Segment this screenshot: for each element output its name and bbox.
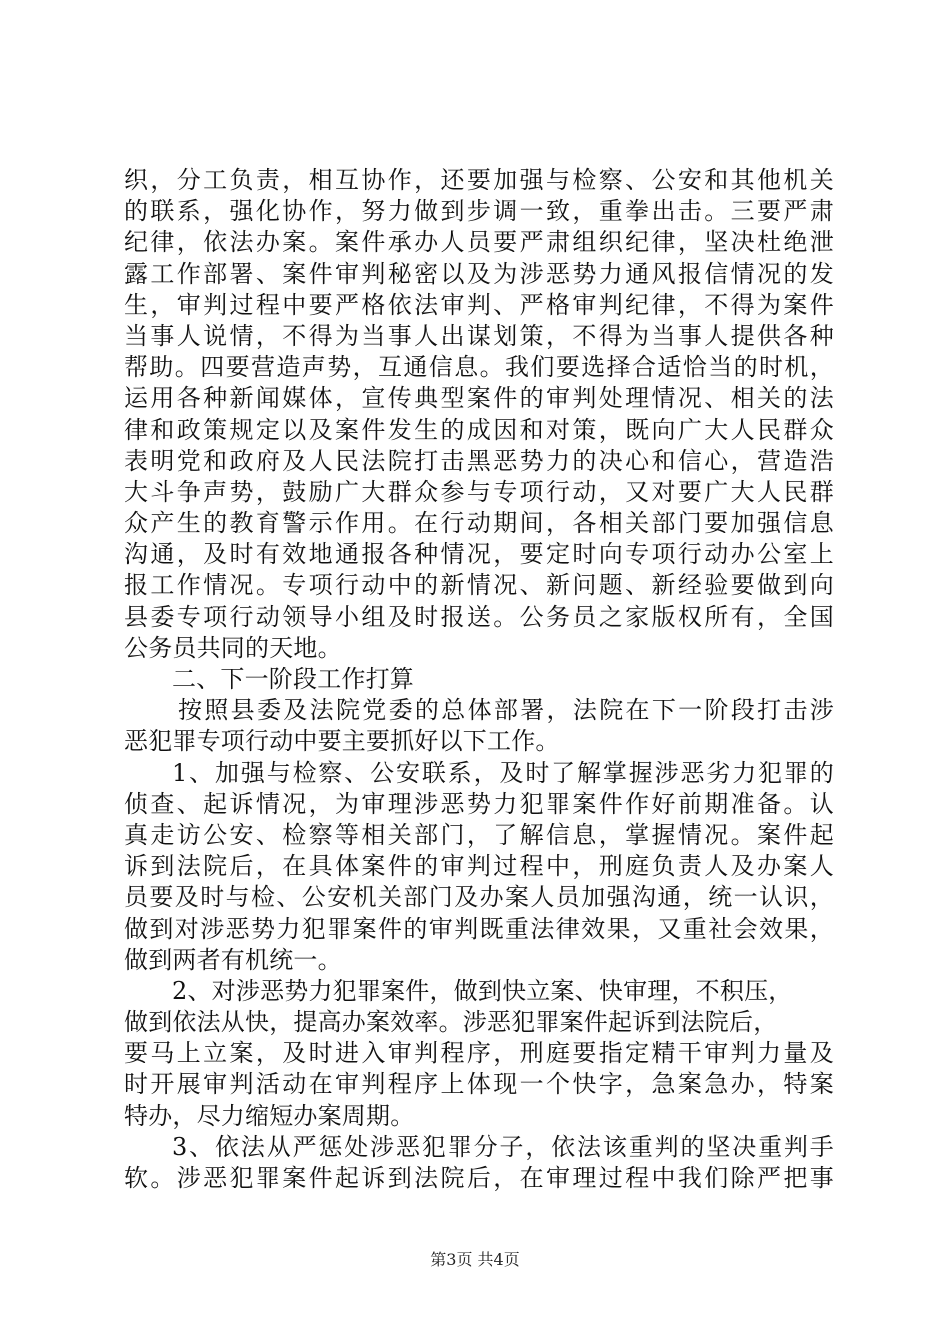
text-line: 帮助。四要营造声势，互通信息。我们要选择合适恰当的时机， xyxy=(124,353,834,382)
text-line: 做到对涉恶势力犯罪案件的审判既重法律效果，又重社会效果， xyxy=(124,914,834,943)
text-line: 恶犯罪专项行动中要主要抓好以下工作。 xyxy=(124,727,560,756)
text-line: 做到两者有机统一。 xyxy=(124,945,342,974)
text-line: 露工作部署、案件审判秘密以及为涉恶势力通风报信情况的发 xyxy=(124,259,834,288)
text-line: 2、对涉恶势力犯罪案件，做到快立案、快审理，不积压， xyxy=(172,976,793,1005)
text-line: 诉到法院后，在具体案件的审判过程中，刑庭负责人及办案人 xyxy=(124,852,834,881)
text-line: 侦查、起诉情况，为审理涉恶势力犯罪案件作好前期准备。认 xyxy=(124,789,834,818)
text-line: 县委专项行动领导小组及时报送。公务员之家版权所有，全国 xyxy=(124,602,834,631)
text-line: 纪律，依法办案。案件承办人员要严肃组织纪律，坚决杜绝泄 xyxy=(124,228,834,257)
text-line: 真走访公安、检察等相关部门，了解信息，掌握情况。案件起 xyxy=(124,820,834,849)
text-line: 律和政策规定以及案件发生的成因和对策，既向广大人民群众 xyxy=(124,415,834,444)
text-line: 的联系，强化协作，努力做到步调一致，重拳出击。三要严肃 xyxy=(124,197,834,226)
text-line: 运用各种新闻媒体，宣传典型案件的审判处理情况、相关的法 xyxy=(124,384,834,413)
text-line: 当事人说情，不得为当事人出谋划策，不得为当事人提供各种 xyxy=(124,321,834,350)
text-line: 要马上立案，及时进入审判程序，刑庭要指定精干审判力量及 xyxy=(124,1039,834,1068)
text-line: 软。涉恶犯罪案件起诉到法院后，在审理过程中我们除严把事 xyxy=(124,1164,834,1192)
text-line: 大斗争声势，鼓励广大群众参与专项行动，又对要广大人民群 xyxy=(124,477,834,506)
text-line: 时开展审判活动在审判程序上体现一个快字，急案急办，特案 xyxy=(124,1070,834,1099)
text-line: 生，审判过程中要严格依法审判、严格审判纪律，不得为案件 xyxy=(124,290,834,319)
text-line: 公务员共同的天地。 xyxy=(124,633,342,662)
text-line: 按照县委及法院党委的总体部署，法院在下一阶段打击涉 xyxy=(178,696,834,725)
page-number-footer: 第3页 共4页 xyxy=(430,1250,520,1269)
text-line: 做到依法从快，提高办案效率。涉恶犯罪案件起诉到法院后， xyxy=(124,1008,778,1037)
text-line: 3、依法从严惩处涉恶犯罪分子，依法该重判的坚决重判手 xyxy=(172,1132,834,1161)
text-line: 员要及时与检、公安机关部门及办案人员加强沟通，统一认识， xyxy=(124,883,834,912)
text-line: 1、加强与检察、公安联系，及时了解掌握涉恶劣力犯罪的 xyxy=(172,758,834,787)
text-line: 报工作情况。专项行动中的新情况、新问题、新经验要做到向 xyxy=(124,571,834,600)
text-line: 众产生的教育警示作用。在行动期间，各相关部门要加强信息 xyxy=(124,509,834,538)
text-line: 织，分工负责，相互协作，还要加强与检察、公安和其他机关 xyxy=(124,166,834,194)
text-line: 二、下一阶段工作打算 xyxy=(172,665,414,693)
text-line: 特办，尽力缩短办案周期。 xyxy=(124,1101,415,1130)
text-line: 表明党和政府及人民法院打击黑恶势力的决心和信心，营造浩 xyxy=(124,446,834,475)
text-line: 沟通，及时有效地通报各种情况，要定时向专项行动办公室上 xyxy=(124,540,834,569)
document-body xyxy=(124,165,834,1194)
